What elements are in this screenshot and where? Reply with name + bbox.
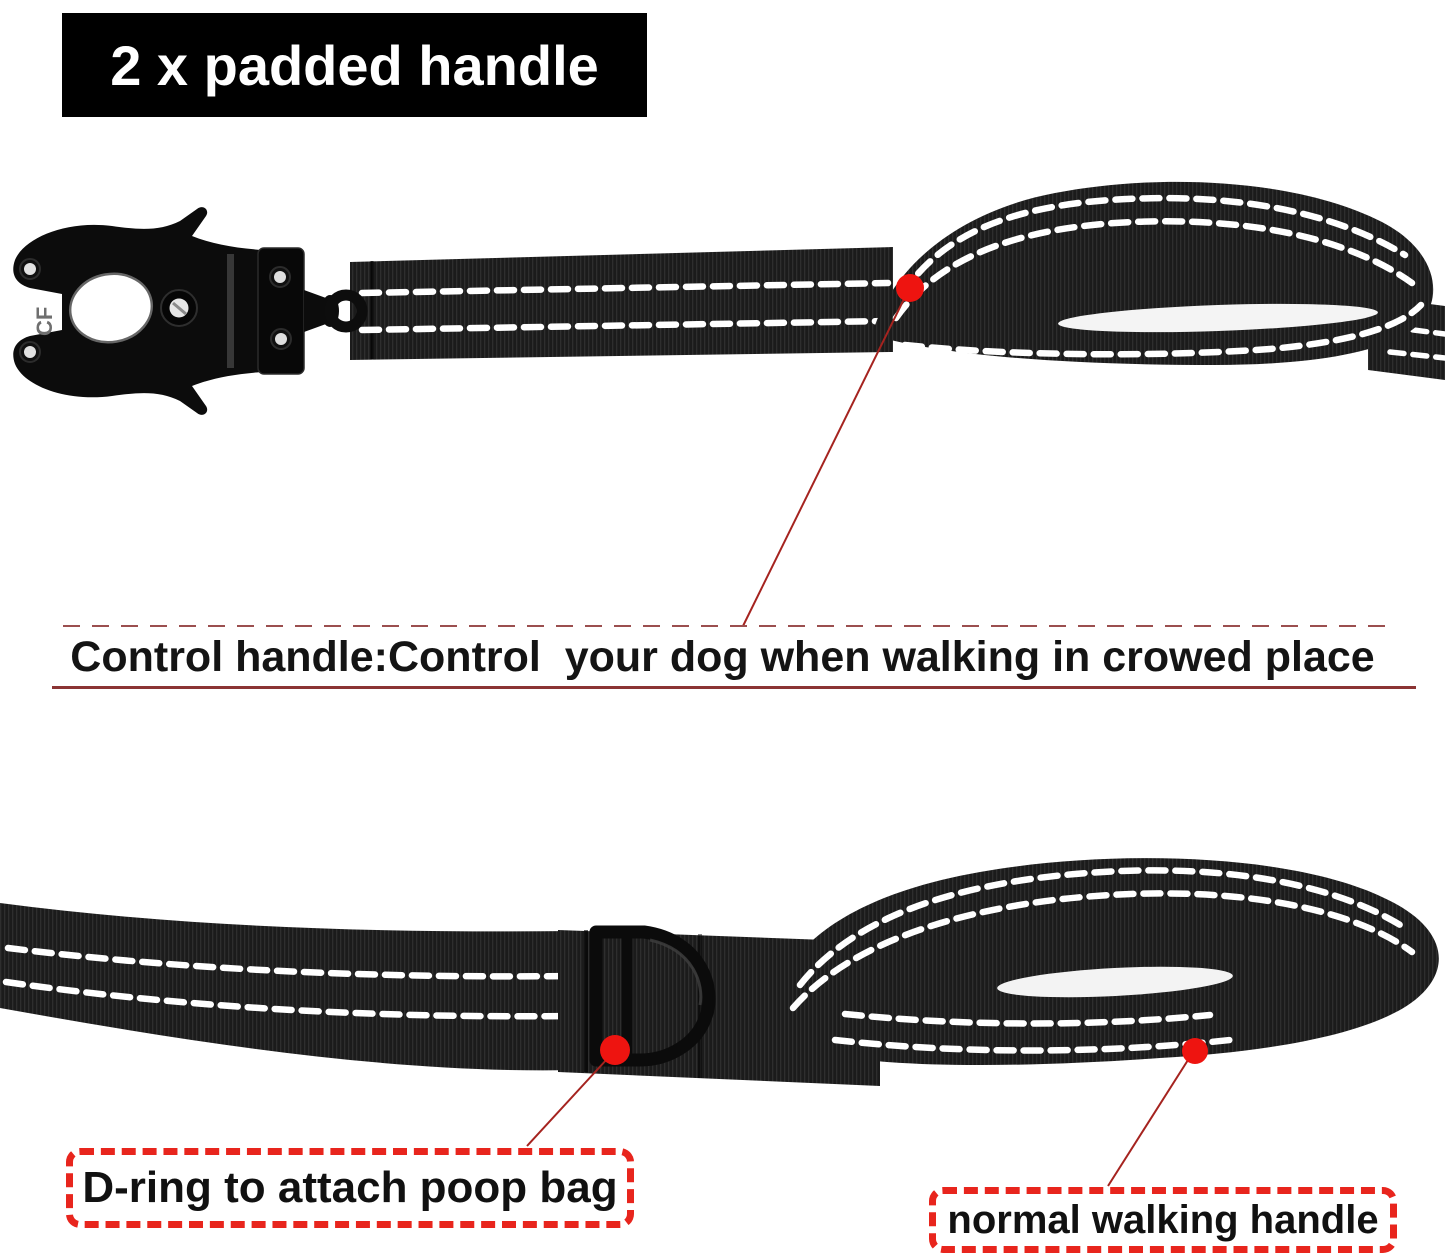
- walking-handle-loop: [770, 858, 1439, 1065]
- snap-hook: [13, 207, 362, 415]
- d-ring-callout: [66, 1148, 634, 1228]
- d-ring-marker-dot: [600, 1035, 630, 1065]
- plate-screw-bottom: [275, 333, 287, 345]
- swivel-ring: [330, 295, 362, 327]
- padded-handle-label-text: 2 x padded handle: [110, 33, 599, 97]
- top-leash: [13, 182, 1445, 626]
- rivet-top: [24, 263, 36, 275]
- walking-handle-marker-dot: [1182, 1038, 1208, 1064]
- control-handle-caption: Control handle:Control your dog when walking in crowed place: [70, 633, 1375, 681]
- plate-screw-top: [274, 271, 286, 283]
- control-handle-marker-dot: [896, 274, 924, 302]
- control-handle-loop: [872, 182, 1433, 365]
- rivet-bottom: [24, 346, 36, 358]
- caption-divider-dashed: [63, 625, 1390, 627]
- padded-handle-label: [62, 13, 647, 117]
- caption-divider-solid: [52, 686, 1416, 689]
- clip-marking-text: CF: [32, 306, 57, 336]
- walking-handle-callout-text: normal walking handle: [947, 1197, 1379, 1242]
- bottom-leash-strap: [0, 903, 575, 1070]
- walking-handle-leader-line: [1108, 1060, 1188, 1186]
- walking-handle-callout: [929, 1187, 1397, 1253]
- top-leash-strap: [350, 247, 893, 360]
- d-ring-callout-text: D-ring to attach poop bag: [82, 1163, 618, 1212]
- bottom-leash: [0, 858, 1439, 1186]
